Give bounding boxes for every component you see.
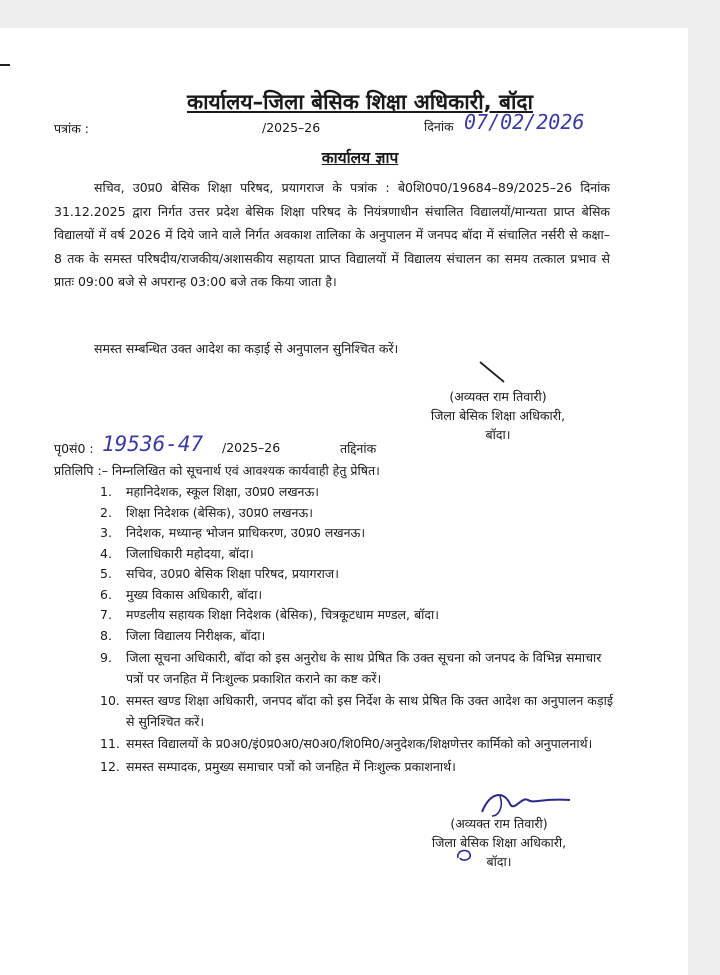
list-item — [100, 734, 620, 755]
list-item-text: महानिदेशक, स्कूल शिक्षा, उ0प्र0 लखनऊ। — [126, 484, 320, 499]
list-item-number: 5. — [100, 566, 112, 581]
signatory-designation-2: जिला बेसिक शिक्षा अधिकारी, — [431, 835, 567, 850]
list-item — [100, 585, 620, 606]
list-item-number: 3. — [100, 525, 112, 540]
list-item-number: 8. — [100, 627, 112, 643]
list-item — [100, 564, 620, 585]
list-item-text: समस्त विद्यालयों के प्र0अ0/इं0प्र0अ0/स0अ0/शि0मि0/अनुदेशक/शिक्षणेत्तर कार्मिको को अनुपालनार्थ। — [126, 736, 593, 751]
list-item — [100, 648, 620, 689]
memo-title: कार्यालय ज्ञाप — [321, 149, 399, 167]
list-item-number: 11. — [100, 736, 120, 751]
list-item — [100, 626, 620, 647]
list-item-text: निदेशक, मध्यान्ह भोजन प्राधिकरण, उ0प्र0 लखनऊ। — [126, 525, 366, 540]
list-item-text: शिक्षा निदेशक (बेसिक), उ0प्र0 लखनऊ। — [126, 504, 313, 520]
list-item-number: 6. — [100, 586, 112, 602]
list-item-number: 7. — [100, 607, 112, 622]
list-item — [100, 605, 620, 626]
list-item-text: जिला विद्यालय निरीक्षक, बॉदा। — [126, 627, 266, 643]
list-item-number: 4. — [100, 545, 112, 561]
list-item-text: समस्त सम्पादक, प्रमुख्य समाचार पत्रों को जनहित में निःशुल्क प्रकाशनार्थ। — [126, 758, 456, 774]
date-label: दिनांक — [424, 119, 454, 134]
reference-row — [54, 440, 94, 457]
list-item — [100, 691, 620, 732]
distribution-intro: प्रतिलिपि :– निम्नलिखित को सूचनार्थ एवं आवश्यक कार्यवाही हेतु प्रेषित। — [54, 463, 380, 478]
reference-label: पृ0सं0 : — [54, 441, 94, 456]
memo-instruction: समस्त सम्बन्धित उक्त आदेश का कड़ाई से अनुपालन सुनिश्चित करें। — [94, 341, 399, 356]
reference-suffix: /2025–26 — [222, 440, 281, 455]
list-item-text: जिला सूचना अधिकारी, बॉदा को इस अनुरोध के साथ प्रेषित कि उक्त सूचना को जनपद के विभिन्न समाचार पत्रों पर जनहित में निःशुल्क प्रकाशित कराने का कष्ट करें। — [126, 650, 602, 686]
signatory-name: (अव्यक्त राम तिवारी) — [449, 389, 547, 404]
signatory-place-2: बॉदा। — [486, 854, 512, 869]
list-item-text: मुख्य विकास अधिकारी, बॉदा। — [126, 586, 263, 602]
list-item — [100, 503, 620, 524]
reference-number-handwritten: 19536-47 — [102, 432, 204, 456]
list-item — [100, 482, 620, 503]
signatory-place: बॉदा। — [485, 427, 511, 442]
list-item-number: 12. — [100, 758, 120, 774]
signature-block-1 — [400, 387, 596, 444]
list-item — [100, 523, 620, 544]
list-item-text: सचिव, उ0प्र0 बेसिक शिक्षा परिषद, प्रयागराज। — [126, 566, 339, 581]
signature-block-2 — [396, 814, 602, 871]
list-item-text: मण्डलीय सहायक शिक्षा निदेशक (बेसिक), चित्रकूटधाम मण्डल, बॉदा। — [126, 607, 439, 622]
patrank-label: पत्रांक : — [54, 121, 90, 136]
list-item-number: 2. — [100, 504, 112, 520]
list-item — [100, 544, 620, 565]
patrank-value: /2025–26 — [262, 120, 321, 135]
list-item-text: जिलाधिकारी महोदया, बॉदा। — [126, 545, 254, 561]
list-item-number: 10. — [100, 693, 120, 708]
signatory-designation: जिला बेसिक शिक्षा अधिकारी, — [430, 408, 566, 423]
list-item-number: 9. — [100, 650, 112, 665]
reference-date: तद्दिनांक — [340, 441, 377, 456]
signatory-name-2: (अव्यक्त राम तिवारी) — [450, 816, 548, 831]
handwritten-date: 07/02/2026 — [464, 110, 585, 134]
distribution-list — [100, 482, 620, 777]
memo-paragraph: सचिव, उ0प्र0 बेसिक शिक्षा परिषद, प्रयागराज के पत्रांक : बे0शि0प0/19684–89/2025–26 दिनांक 31.12.2025 द्वारा निर्गत उत्तर प्रदेश बेसिक शिक्षा परिषद के नियंत्रणाधीन संचालित विद्यालयों/मान्यता प्राप्त बेसिक विद्यालयों में वर्ष 2026 में दिये जाने वाले निर्गत अवकाश तालिका के अनुपालन में जनपद बॉदा में संचालित नर्सरी से कक्षा–8 तक के समस्त परिषदीय/राजकीय/अशासकीय सहायता प्राप्त विद्यालयों में विद्यालय संचालन का समय तत्काल प्रभाव से प्रातः 09:00 बजे से अपरान्ह 03:00 बजे तक किया जाता है। — [54, 180, 610, 290]
edge-mark — [0, 64, 10, 66]
office-title: कार्यालय–जिला बेसिक शिक्षा अधिकारी, बॉदा — [186, 90, 533, 114]
list-item-text: समस्त खण्ड शिक्षा अधिकारी, जनपद बॉदा को इस निर्देश के साथ प्रेषित कि उक्त आदेश का अनुपालन कड़ाई से सुनिश्चित करें। — [126, 693, 613, 729]
list-item — [100, 757, 620, 778]
signature-tick-icon — [478, 360, 508, 386]
list-item-number: 1. — [100, 484, 112, 499]
